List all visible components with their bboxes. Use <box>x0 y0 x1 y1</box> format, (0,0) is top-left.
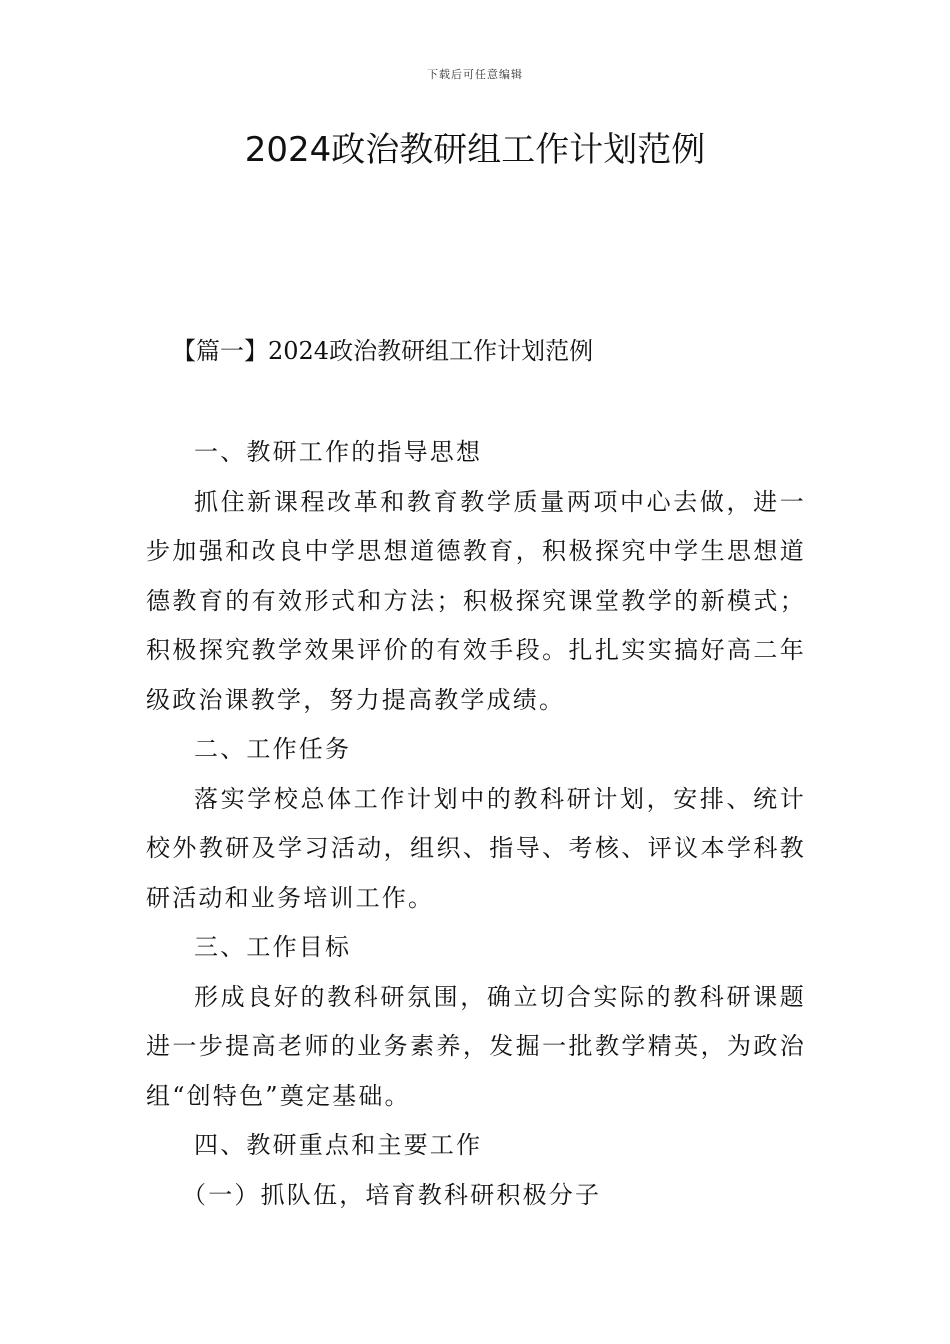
document-body <box>146 428 806 1220</box>
header-note: 下载后可任意编辑 <box>427 68 523 81</box>
heading-key-work: 四、教研重点和主要工作 <box>194 1131 483 1159</box>
heading-work-tasks: 二、工作任务 <box>194 735 352 763</box>
document-title: 2024政治教研组工作计划范例 <box>244 130 706 170</box>
heading-work-goals: 三、工作目标 <box>194 933 352 961</box>
heading-guiding-ideology: 一、教研工作的指导思想 <box>194 438 483 466</box>
paragraph-work-tasks: 落实学校总体工作计划中的教科研计划，安排、统计校外教研及学习活动，组织、指导、考核、评议本学科教研活动和业务培训工作。 <box>146 784 806 912</box>
paragraph-work-goals: 形成良好的教科研氛围，确立切合实际的教科研课题进一步提高老师的业务素养，发掘一批教学精英，为政治组“创特色”奠定基础。 <box>146 982 806 1110</box>
section-title: 【篇一】2024政治教研组工作计划范例 <box>172 337 594 365</box>
paragraph-guiding-ideology: 抓住新课程改革和教育教学质量两项中心去做，进一步加强和改良中学思想道德教育，积极探究中学生思想道德教育的有效形式和方法；积极探究课堂教学的新模式；积极探究教学效果评价的有效手段。扎扎实实搞好高二年级政治课教学，努力提高教学成绩。 <box>146 487 806 714</box>
subheading-team-building: （一）抓队伍，培育教科研积极分子 <box>182 1180 602 1209</box>
